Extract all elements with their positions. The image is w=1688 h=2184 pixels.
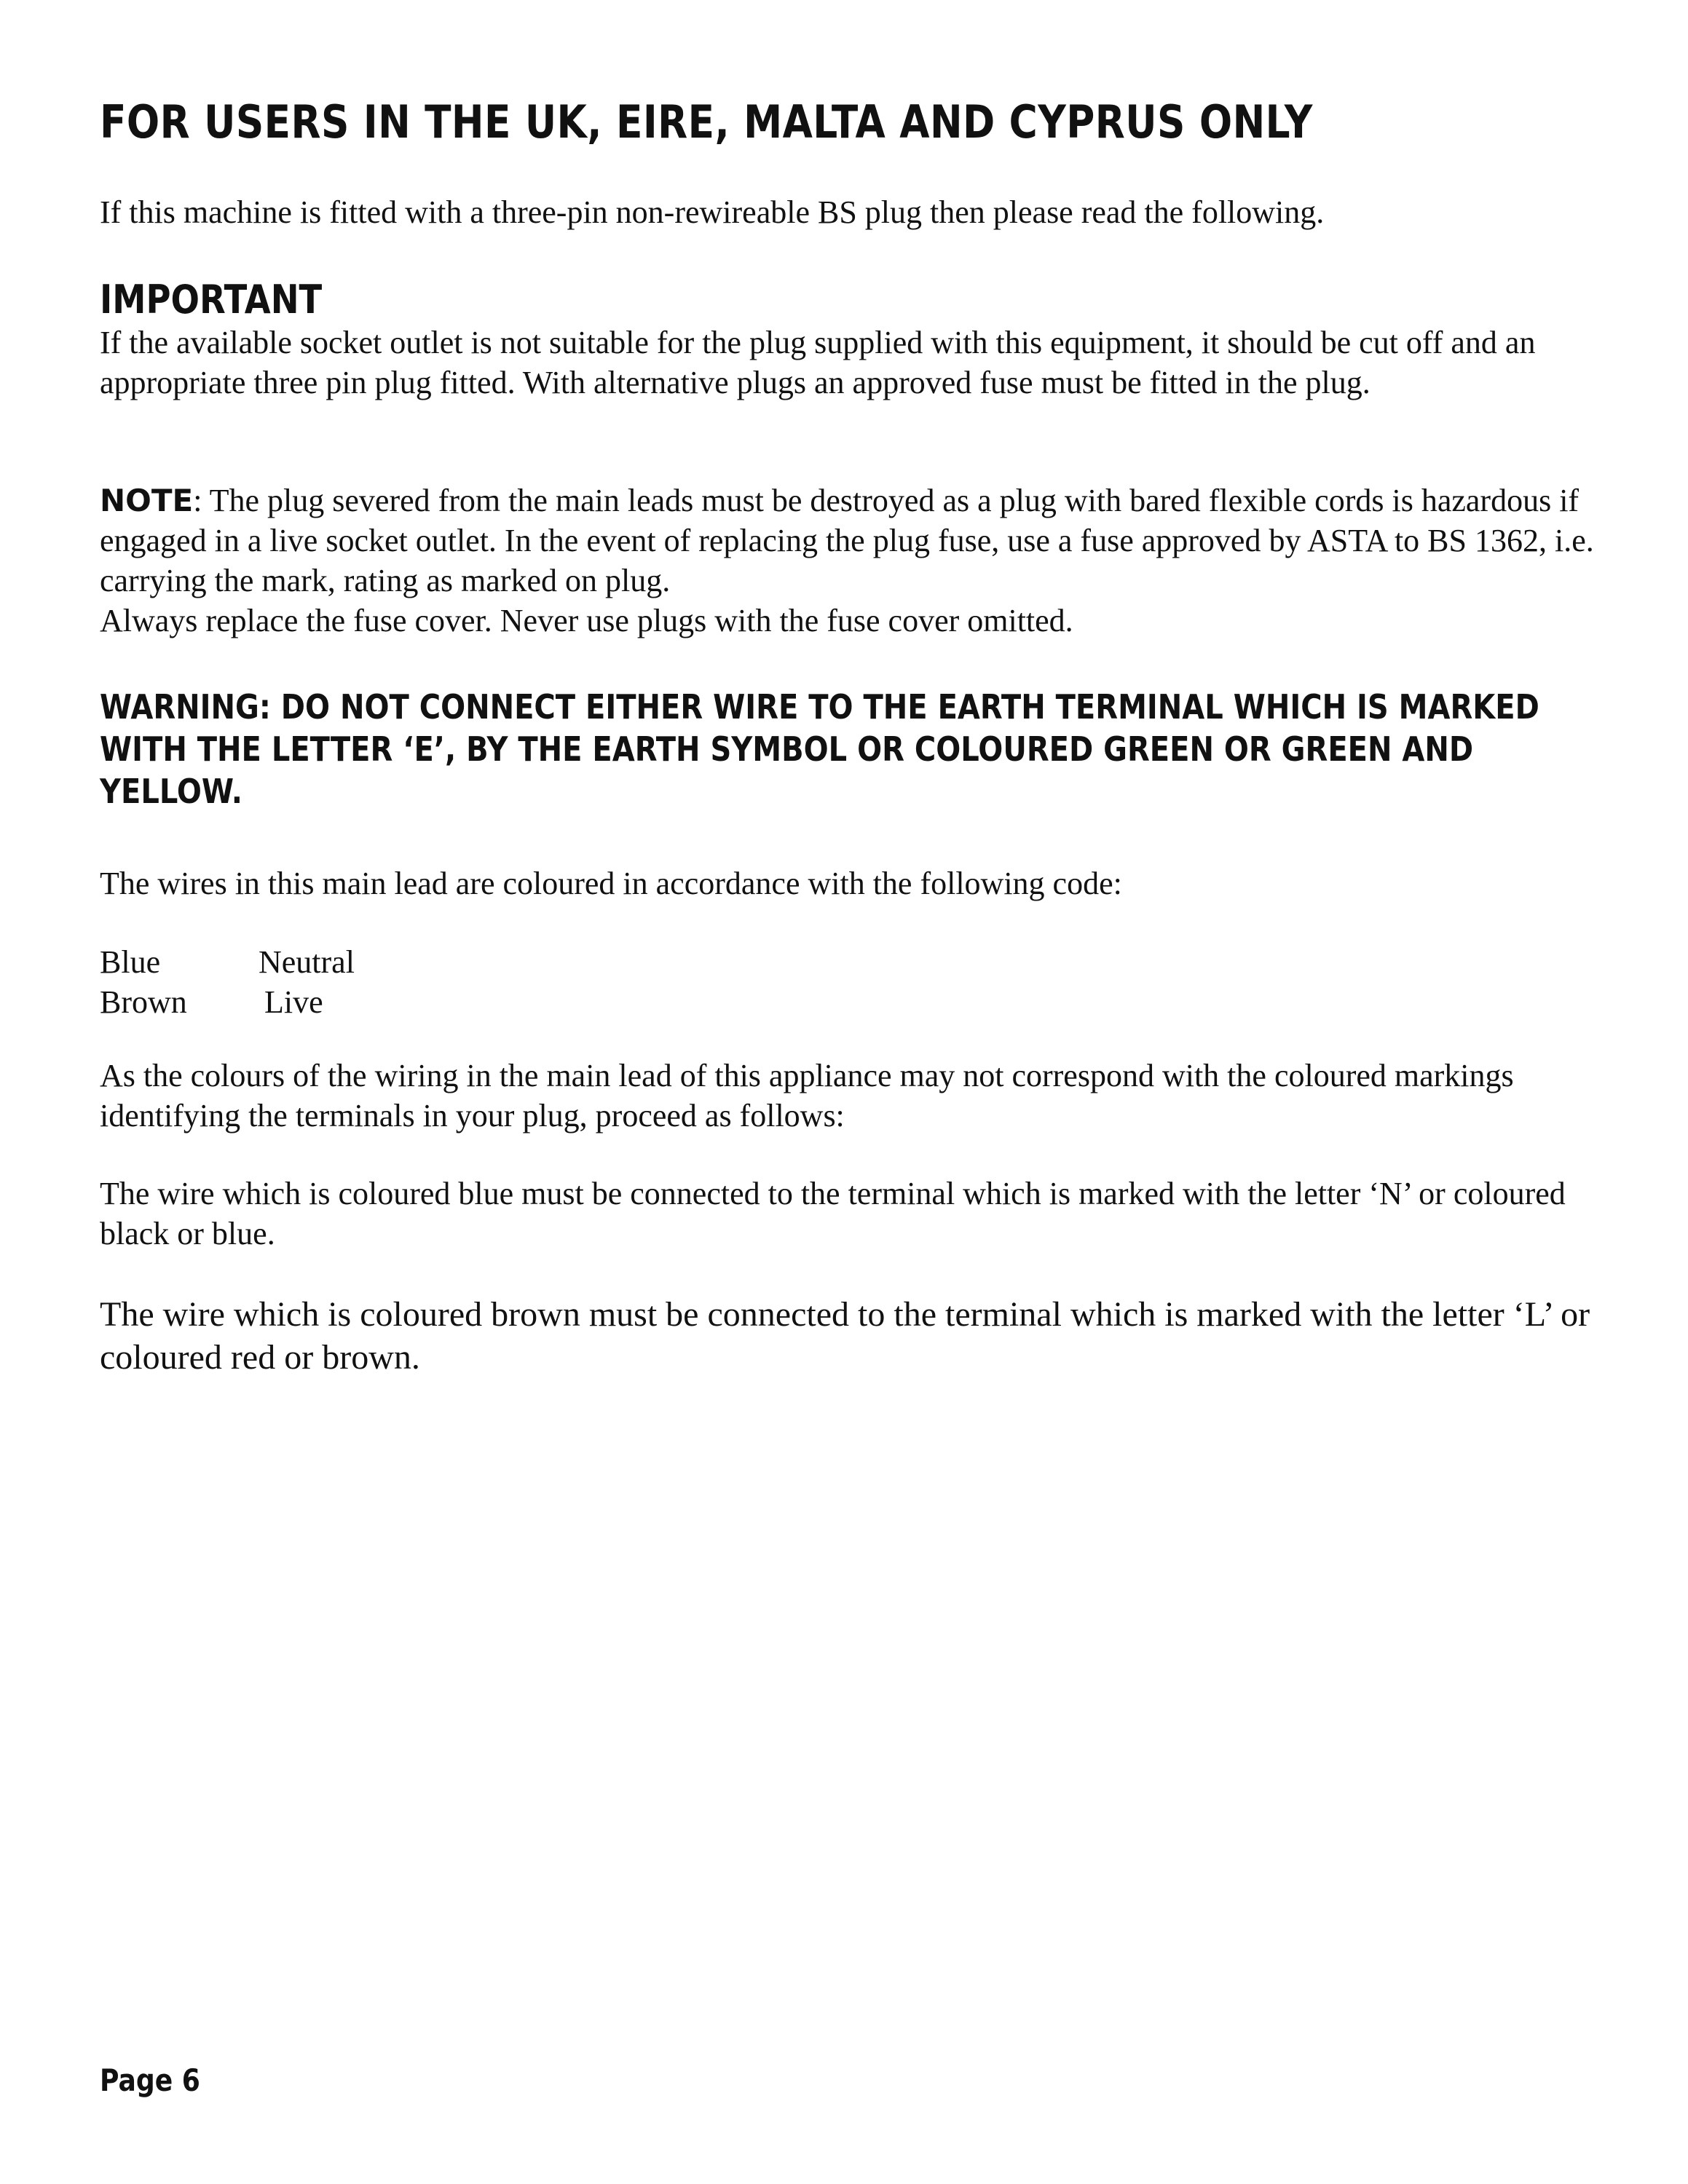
colour-meaning: Live xyxy=(264,984,323,1020)
important-paragraph: If the available socket outlet is not suitable for the plug supplied with this equipment, it should be cut off and an appropriate three pin plug fitted. With alternative plugs an approved fuse must be fitted in the plug. xyxy=(100,325,1536,400)
note-paragraph xyxy=(100,480,1607,641)
note-label: NOTE xyxy=(100,483,194,518)
proceed-paragraph: As the colours of the wiring in the main lead of this appliance may not correspond with the coloured markings identifying the terminals in your plug, proceed as follows: xyxy=(100,1058,1514,1133)
blue-wire-paragraph: The wire which is coloured blue must be connected to the terminal which is marked with the letter ‘N’ or coloured black or blue. xyxy=(100,1176,1566,1251)
page-number: Page 6 xyxy=(100,2062,200,2098)
warning-block xyxy=(100,686,1539,812)
warning-line-1: WARNING: DO NOT CONNECT EITHER WIRE TO THE EARTH TERMINAL WHICH IS MARKED xyxy=(100,687,1539,727)
colour-code-row xyxy=(100,982,355,1022)
colour-name: Brown xyxy=(100,984,187,1020)
page-title: FOR USERS IN THE UK, EIRE, MALTA AND CYPRUS ONLY xyxy=(100,95,1313,149)
brown-wire-paragraph: The wire which is coloured brown must be connected to the terminal which is marked with the letter ‘L’ or coloured red or brown. xyxy=(100,1295,1590,1377)
note-text: : The plug severed from the main leads must be destroyed as a plug with bared flexible cords is hazardous if engaged in a live socket outlet. In the event of replacing the plug fuse, use a fuse approved by ASTA to BS 1362, i.e. carrying the mark, rating as marked on plug. xyxy=(100,483,1594,598)
colour-meaning: Neutral xyxy=(259,944,355,980)
note-text-2: Always replace the fuse cover. Never use plugs with the fuse cover omitted. xyxy=(100,603,1073,638)
warning-line-2: WITH THE LETTER ‘E’, BY THE EARTH SYMBOL OR COLOURED GREEN OR GREEN AND xyxy=(100,729,1474,769)
important-heading: IMPORTANT xyxy=(100,277,323,323)
warning-line-3: YELLOW. xyxy=(100,772,243,811)
colour-code-row xyxy=(100,942,355,982)
colour-code-table xyxy=(100,942,355,1022)
colour-name: Blue xyxy=(100,944,161,980)
intro-paragraph: If this machine is fitted with a three-pin non-rewireable BS plug then please read the following. xyxy=(100,194,1325,230)
code-intro-paragraph: The wires in this main lead are coloured in accordance with the following code: xyxy=(100,866,1122,901)
